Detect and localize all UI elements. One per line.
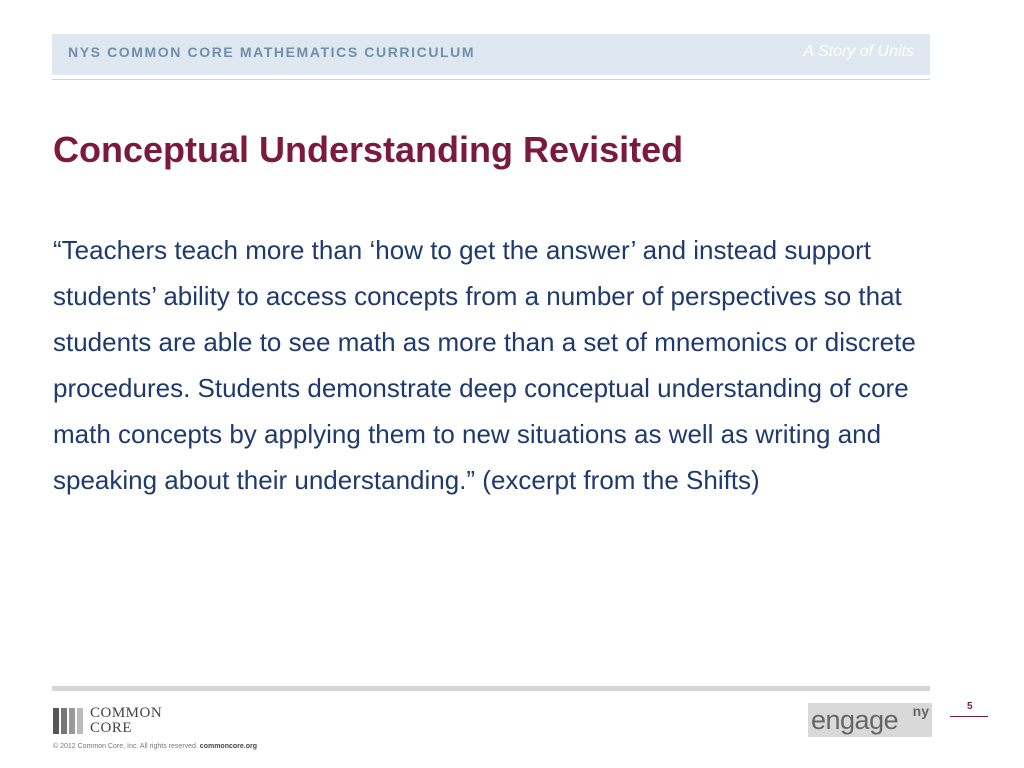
logo-line-common: COMMON [90,705,163,721]
page-number: 5 [967,701,973,712]
curriculum-title: NYS COMMON CORE MATHEMATICS CURRICULUM [68,44,476,60]
engage-word: engage [811,705,899,735]
common-core-logo [53,706,162,736]
quote-text: “Teachers teach more than ‘how to get the answer’ and instead support students’ ability to access concepts from a number of perspectives so that students are able to see math as more than a set of mnemonics or discrete procedures. Students demonstrate deep conceptual understanding of core math concepts by applying them to new situations as well as writing and speaking about their understanding.” (excerpt from the Shifts) [53,235,916,495]
story-subtitle: A Story of Units [803,43,914,60]
logo-line-core: CORE [90,720,133,736]
logo-bars-icon [53,708,83,734]
page-number-rule [950,716,988,717]
slide-title: Conceptual Understanding Revisited [53,129,684,170]
copyright-text: © 2012 Common Core, Inc. All rights reserved. [53,743,198,750]
header-bar [52,34,930,75]
engage-ny: ny [912,703,929,719]
copyright [53,743,257,750]
copyright-link[interactable]: commoncore.org [199,743,257,750]
engageny-logo [808,703,932,737]
footer-divider [52,686,930,691]
